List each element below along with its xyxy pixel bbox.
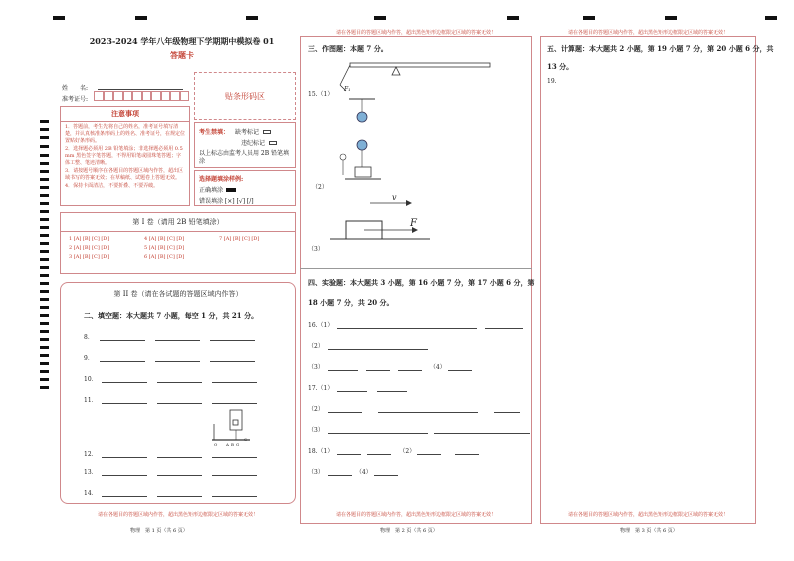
timing-mark <box>246 16 258 20</box>
block-force-figure <box>330 195 440 250</box>
page-subtitle: 答题卡 <box>170 50 194 60</box>
figure-label-c: C <box>244 437 248 442</box>
note-item: 3．请按题号顺序在各题目的答题区域内作答，超出区域书写的答案无效；在草稿纸、试题卷上答题无效。 <box>65 168 184 181</box>
timing-mark <box>40 210 49 213</box>
q15-2-label: （2） <box>312 184 328 191</box>
timing-mark <box>40 378 49 381</box>
q19-answer-area[interactable] <box>556 90 746 500</box>
timing-mark <box>40 194 49 197</box>
q14[interactable]: 14． <box>84 488 257 497</box>
q11[interactable]: 11． <box>84 395 257 404</box>
timing-mark <box>40 354 49 357</box>
timing-mark <box>40 234 49 237</box>
part1-title: 第 I 卷（请用 2B 铅笔填涂） <box>61 213 295 232</box>
q17-2[interactable]: （2） <box>308 404 520 413</box>
timing-mark <box>40 186 49 189</box>
name-field[interactable] <box>98 82 183 90</box>
page3-bottom-warning: 请在各题目的答题区域内作答，超出黑色矩形边框限定区域的答案无效！ <box>567 512 728 518</box>
timing-mark <box>40 298 49 301</box>
note-item: 4．保持卡面清洁，不要折叠、不要弄破。 <box>65 183 159 189</box>
timing-mark <box>40 322 49 325</box>
q16-2[interactable]: （2） <box>308 341 428 350</box>
q16-1[interactable]: 16.（1） <box>308 320 523 329</box>
q15-3-label: （3） <box>308 246 324 253</box>
timing-mark <box>40 178 49 181</box>
drawing-title: 三、作图题：本题 7 分。 <box>308 44 388 53</box>
exp-title-2: 18 小题 7 分，共 20 分。 <box>308 298 394 307</box>
page-title: 2023-2024 学年八年级物理下学期期中模拟卷 01 <box>89 36 275 46</box>
part1-box <box>60 212 296 274</box>
q19-label: 19. <box>547 78 557 85</box>
part1-row[interactable]: 2 [A] [B] [C] [D] 5 [A] [B] [C] [D] <box>69 245 185 251</box>
q9[interactable]: 9． <box>84 353 255 362</box>
timing-mark <box>40 202 49 205</box>
timing-mark <box>40 314 49 317</box>
divider <box>300 268 532 269</box>
notes-title: 注意事项 <box>61 107 189 122</box>
timing-mark <box>40 362 49 365</box>
name-label: 姓 名: <box>62 85 89 92</box>
timing-mark <box>40 346 49 349</box>
q13[interactable]: 13． <box>84 467 257 476</box>
timing-mark <box>40 258 49 261</box>
note-item: 1．答题前，考生先将自己的姓名，准考证号填写清楚，并认真核准条形码上的姓名、准考证号，在规定位置贴好条形码。 <box>65 124 186 144</box>
timing-mark <box>374 16 386 20</box>
timing-mark <box>40 128 49 131</box>
page2-footer: 物理 第 2 页（共 6 页） <box>380 528 438 534</box>
notes-box <box>60 106 190 206</box>
timing-mark <box>40 250 49 253</box>
fill-example-title: 选择题填涂样例: <box>199 176 244 183</box>
exam-notes-instruction: 以上标志由监考人员用 2B 铅笔填涂 <box>199 150 290 165</box>
page1-footer: 物理 第 1 页（共 6 页） <box>130 528 188 534</box>
q18-1[interactable]: 18.（1） （2） <box>308 446 479 455</box>
barcode-label: 贴条形码区 <box>225 92 265 101</box>
fill-wrong: 错误填涂 [×] [√] [/] <box>199 198 254 205</box>
timing-mark <box>40 154 49 157</box>
timing-mark <box>665 16 677 20</box>
timing-mark <box>53 16 65 20</box>
q18-3[interactable]: （3） （4） <box>308 467 398 476</box>
timing-mark <box>40 386 49 389</box>
q17-3[interactable]: （3） <box>308 425 530 434</box>
id-boxes[interactable] <box>94 91 189 101</box>
v-label: v <box>392 193 397 202</box>
timing-mark <box>40 170 49 173</box>
page3-top-warning: 请在各题目的答题区域内作答，超出黑色矩形边框限定区域的答案无效！ <box>567 30 728 36</box>
q16-3[interactable]: （3） （4） <box>308 362 472 371</box>
note-item: 2．选择题必须用 2B 铅笔填涂；非选择题必须用 0.5 mm 黑色签字笔答题，不得用铅笔或圆珠笔答题；字体工整、笔迹清晰。 <box>65 146 183 166</box>
timing-mark <box>40 274 49 277</box>
part1-row[interactable]: 1 [A] [B] [C] [D] 4 [A] [B] [C] [D] 7 [A] [B] [C] [D] <box>69 236 260 242</box>
timing-mark <box>40 120 49 123</box>
lever-beam-figure <box>330 55 510 95</box>
timing-mark <box>40 242 49 245</box>
calc-title-1: 五、计算题：本大题共 2 小题，第 19 小题 7 分，第 20 小题 6 分，共 <box>547 44 774 53</box>
part1-row[interactable]: 3 [A] [B] [C] [D] 6 [A] [B] [C] [D] <box>69 254 185 260</box>
q15-1-label: 15.（1） <box>308 91 334 98</box>
q8[interactable]: 8． <box>84 332 255 341</box>
page3-footer: 物理 第 3 页（共 6 页） <box>620 528 678 534</box>
timing-mark <box>135 16 147 20</box>
timing-mark <box>40 226 49 229</box>
figure-label-o: O <box>214 442 218 447</box>
f1-label: F₁ <box>344 86 351 93</box>
figure-label-a: A <box>226 442 229 447</box>
fill-correct: 正确填涂 <box>195 183 295 194</box>
calc-title-2: 13 分。 <box>547 62 574 71</box>
page2-bottom-warning: 请在各题目的答题区域内作答，超出黑色矩形边框限定区域的答案无效！ <box>335 512 496 518</box>
timing-mark <box>40 306 49 309</box>
timing-mark <box>40 330 49 333</box>
figure-label-g: G <box>236 442 240 447</box>
timing-mark <box>765 16 777 20</box>
fill-example-box <box>194 170 296 206</box>
page2-top-warning: 请在各题目的答题区域内作答，超出黑色矩形边框限定区域的答案无效！ <box>335 30 496 36</box>
page1-warning: 请在各题目的答题区域内作答，超出黑色矩形边框限定区域的答案无效！ <box>97 512 258 518</box>
figure-label-b: B <box>231 442 234 447</box>
id-label: 准考证号: <box>62 96 89 103</box>
q17-1[interactable]: 17.（1） <box>308 383 407 392</box>
f-label: F <box>410 218 417 229</box>
exam-notes-label: 考生禁填： 缺考标记 <box>195 123 295 136</box>
q12[interactable]: 12． <box>84 449 257 458</box>
timing-mark <box>40 290 49 293</box>
violation-mark: 违纪标记 <box>195 136 295 147</box>
part2-title: 第 II 卷（请在各试题的答题区域内作答） <box>113 290 243 298</box>
timing-mark <box>40 282 49 285</box>
timing-mark <box>40 136 49 139</box>
q10[interactable]: 10． <box>84 374 257 383</box>
exam-notes-box <box>194 122 296 168</box>
timing-mark <box>40 145 49 148</box>
timing-mark <box>40 338 49 341</box>
timing-mark <box>40 266 49 269</box>
timing-mark <box>583 16 595 20</box>
timing-mark <box>40 162 49 165</box>
fill-section-title: 二、填空题：本大题共 7 小题，每空 1 分，共 21 分。 <box>84 311 259 320</box>
timing-mark <box>40 218 49 221</box>
timing-mark <box>507 16 519 20</box>
exp-title-1: 四、实验题：本大题共 3 小题，第 16 小题 7 分，第 17 小题 6 分，第 <box>308 278 535 287</box>
timing-mark <box>40 370 49 373</box>
barcode-area <box>194 72 296 120</box>
pulley-figure <box>345 97 385 187</box>
